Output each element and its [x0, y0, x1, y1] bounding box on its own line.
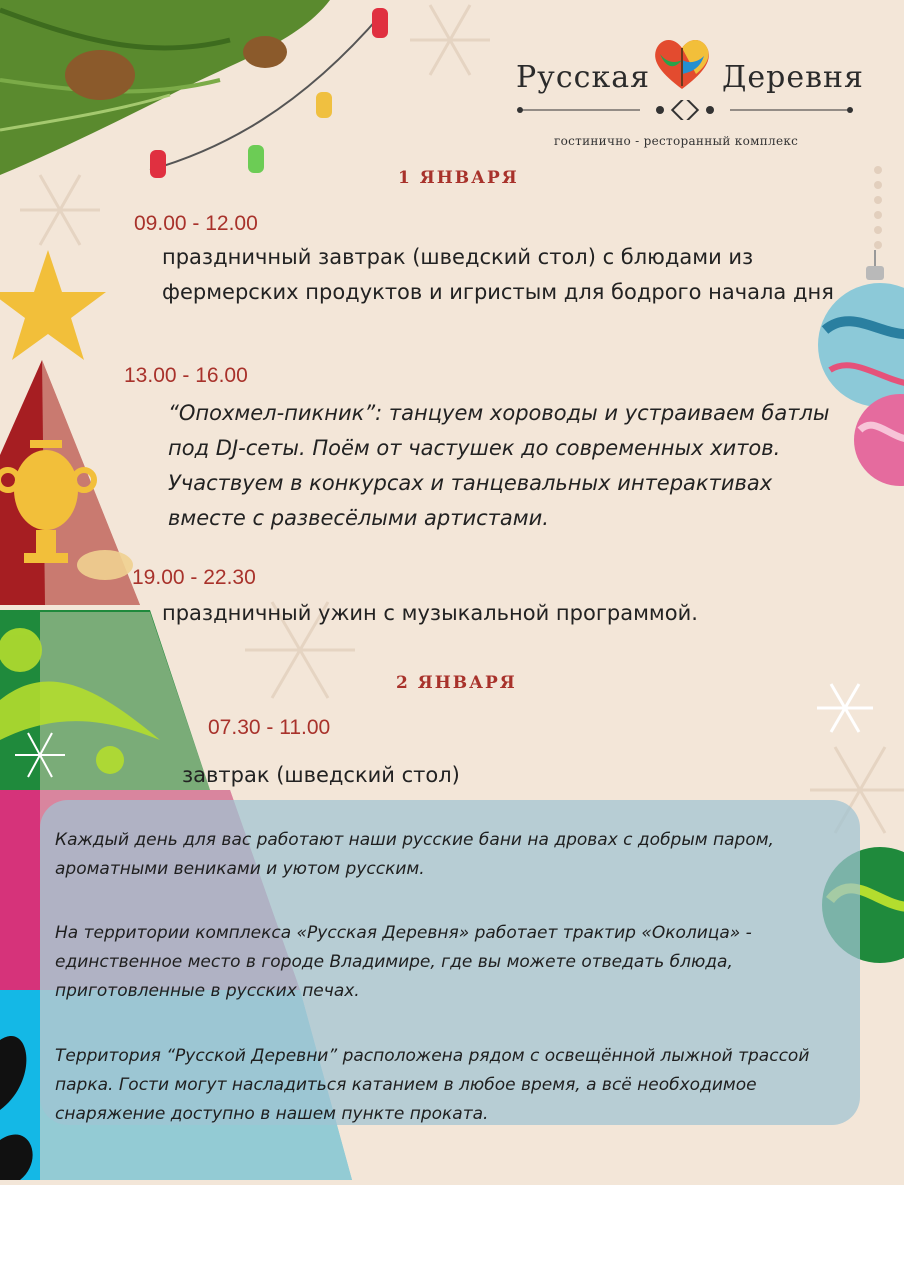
- bottom-margin: [0, 1185, 904, 1280]
- event-description: праздничный ужин с музыкальной программой.: [162, 601, 698, 625]
- brand-logo: [510, 30, 864, 155]
- event-description: “Опохмел-пикник”: танцуем хороводы и устраиваем батлы под DJ-сеты. Поём от частушек до современных хитов. Участвуем в конкурсах и танцевальных интерактивах вместе с развесёлыми артистами.: [168, 401, 830, 530]
- event-description: праздничный завтрак (шведский стол) с блюдами из фермерских продуктов и игристым для бодрого начала дня: [162, 245, 834, 304]
- event-time: 13.00 - 16.00: [124, 364, 248, 387]
- event-time: 09.00 - 12.00: [134, 212, 258, 235]
- event-time: 07.30 - 11.00: [208, 716, 331, 739]
- snowflake-icon: [817, 684, 873, 732]
- event-time: 19.00 - 22.30: [132, 566, 256, 589]
- pine-branch-icon: [0, 0, 330, 175]
- ornament-divider-icon: [510, 100, 860, 120]
- info-paragraph: На территории комплекса «Русская Деревня» работает трактир «Околица» - единственное место в городе Владимире, где вы можете отведать блюда, приготовленные в русских печах.: [55, 923, 752, 1001]
- heart-logo-icon: [652, 34, 712, 94]
- dotted-line: [874, 166, 882, 249]
- day-heading: 2 ЯНВАРЯ: [396, 673, 517, 693]
- event-description: завтрак (шведский стол): [182, 763, 460, 787]
- brand-name-left: Русская: [516, 60, 651, 95]
- star-icon: [0, 250, 106, 360]
- ornament-ball-icon: [854, 394, 904, 486]
- info-paragraph: Каждый день для вас работают наши русские бани на дровах с добрым паром, ароматными вениками и уютом русским.: [55, 830, 774, 879]
- brand-subtitle: гостинично - ресторанный комплекс: [554, 134, 799, 148]
- day-heading: 1 ЯНВАРЯ: [398, 168, 519, 188]
- brand-name-right: Деревня: [722, 60, 864, 95]
- info-paragraph: Территория “Русской Деревни” расположена рядом с освещённой лыжной трассой парка. Гости могут насладиться катанием в любое время, а всё необходимое снаряжение доступно в нашем пункте проката.: [55, 1046, 810, 1124]
